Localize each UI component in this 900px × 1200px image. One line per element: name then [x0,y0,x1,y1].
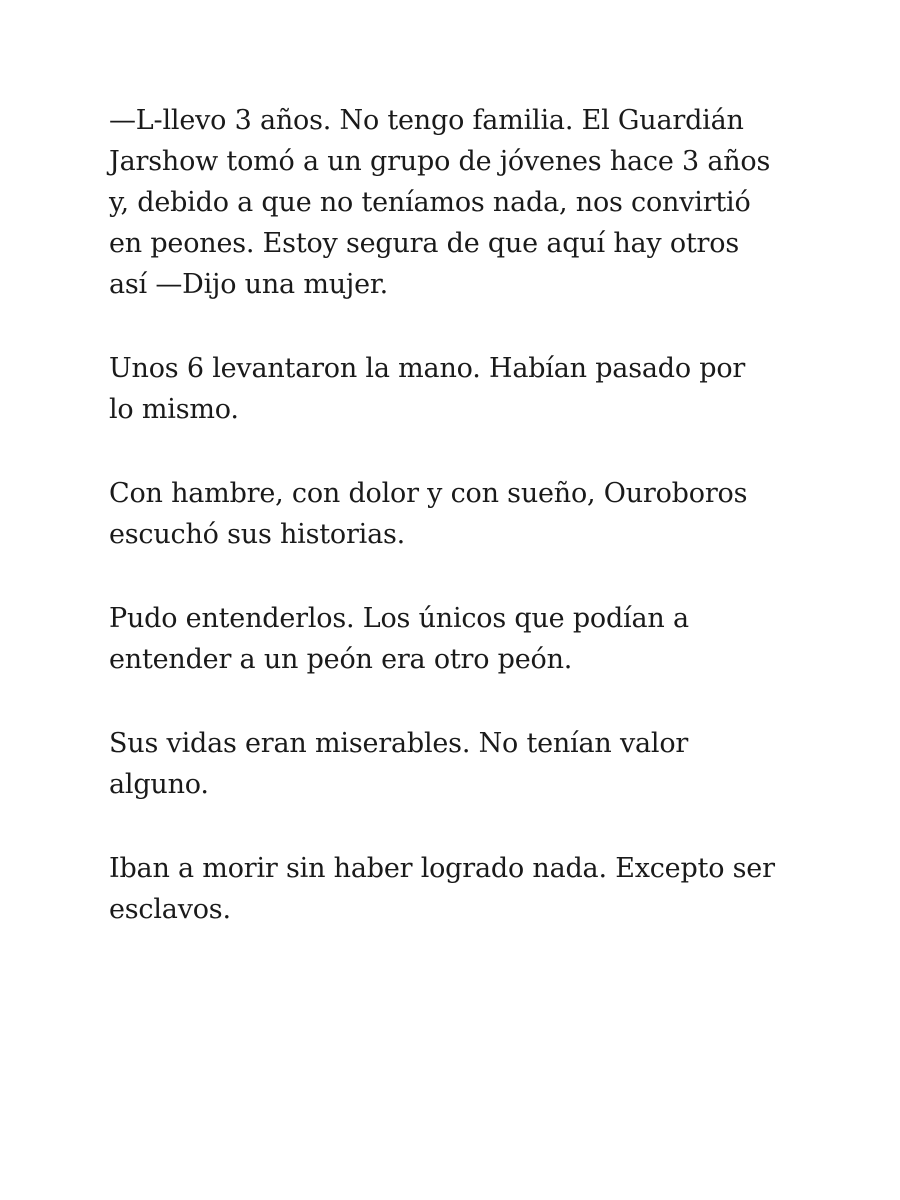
text-line: —L-llevo 3 años. No tengo familia. El Guardián [109,105,744,136]
story-text [109,100,799,930]
text-line: Unos 6 levantaron la mano. Habían pasado por [109,353,746,384]
paragraph-3 [109,473,799,555]
text-line: Pudo entenderlos. Los únicos que podían a [109,603,689,634]
text-line: Jarshow tomó a un grupo de jóvenes hace 3 años [109,146,771,177]
paragraph-6 [109,848,799,930]
paragraph-1 [109,100,799,305]
text-line: así —Dijo una mujer. [109,269,388,300]
text-line: y, debido a que no teníamos nada, nos convirtió [109,187,751,218]
text-line: entender a un peón era otro peón. [109,644,573,675]
text-line: escuchó sus historias. [109,519,406,550]
text-line: lo mismo. [109,394,239,425]
paragraph-4 [109,598,799,680]
text-line: en peones. Estoy segura de que aquí hay otros [109,228,739,259]
text-line: alguno. [109,769,209,800]
text-line: esclavos. [109,894,231,925]
text-line: Sus vidas eran miserables. No tenían valor [109,728,689,759]
text-line: Iban a morir sin haber logrado nada. Excepto ser [109,853,775,884]
text-line: Con hambre, con dolor y con sueño, Ouroboros [109,478,748,509]
paragraph-5 [109,723,799,805]
paragraph-2 [109,348,799,430]
